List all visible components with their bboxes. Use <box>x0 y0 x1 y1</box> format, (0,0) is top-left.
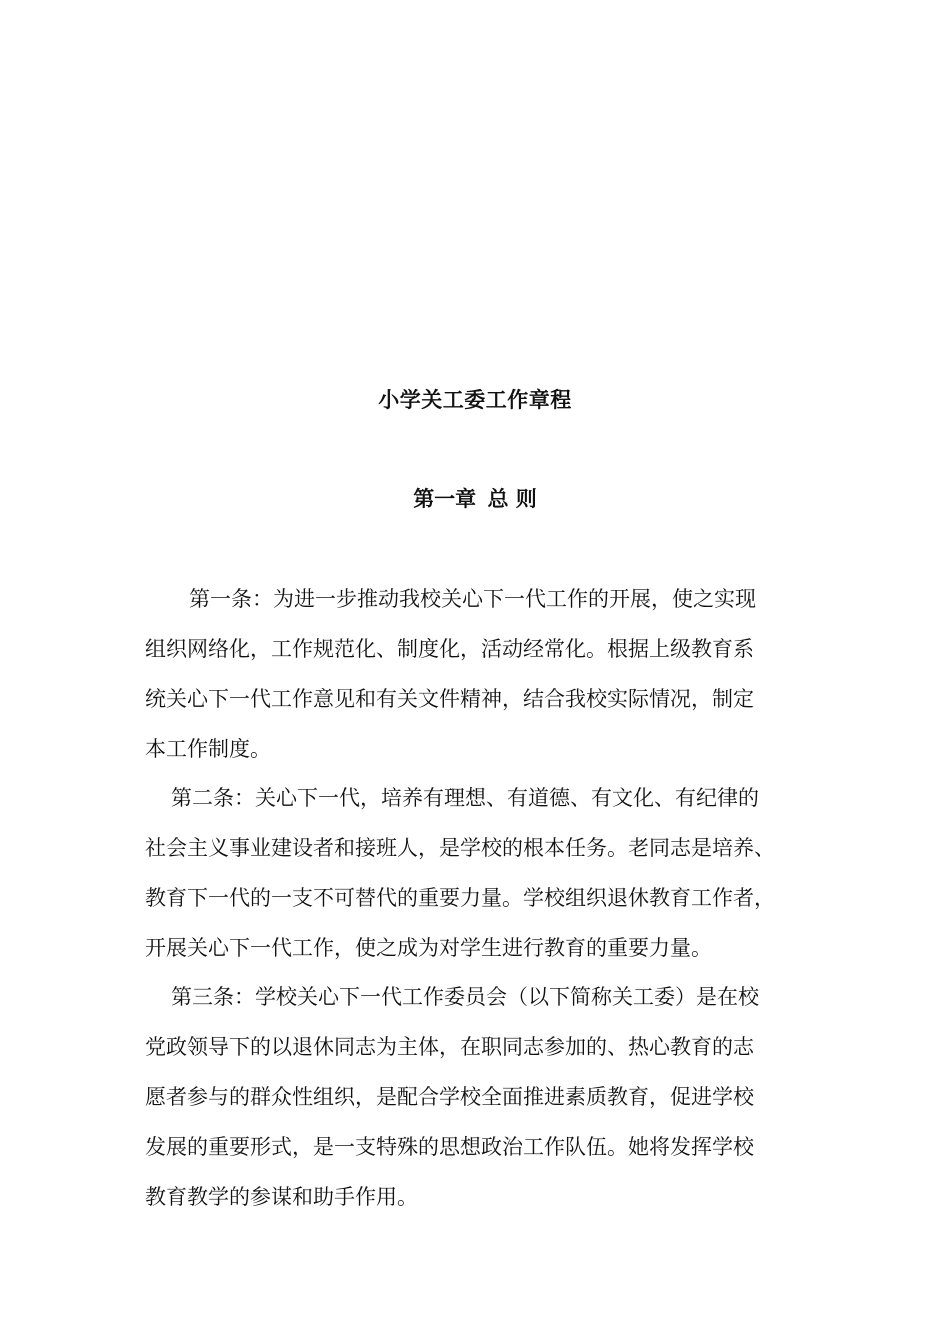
article-line: 开展关心下一代工作，使之成为对学生进行教育的重要力量。 <box>145 936 712 960</box>
article-1 <box>145 574 810 774</box>
document-title: 小学关工委工作章程 <box>378 388 572 412</box>
article-line: 第一条：为进一步推动我校关心下一代工作的开展，使之实现 <box>189 587 756 611</box>
article-line: 愿者参与的群众性组织，是配合学校全面推进素质教育，促进学校 <box>145 1085 754 1109</box>
article-line: 第二条：关心下一代，培养有理想、有道德、有文化、有纪律的 <box>171 786 759 810</box>
article-line: 组织网络化，工作规范化、制度化，活动经常化。根据上级教育系 <box>145 637 754 661</box>
article-line: 第三条：学校关心下一代工作委员会（以下简称关工委）是在校 <box>171 985 759 1009</box>
article-line: 统关心下一代工作意见和有关文件精神，结合我校实际情况，制定 <box>145 687 754 711</box>
article-3 <box>145 972 810 1222</box>
chapter-name: 总 则 <box>487 487 537 511</box>
article-line: 本工作制度。 <box>145 737 271 761</box>
article-line: 社会主义事业建设者和接班人，是学校的根本任务。老同志是培养、 <box>145 836 775 860</box>
article-line: 教育下一代的一支不可替代的重要力量。学校组织退休教育工作者， <box>145 886 775 910</box>
article-line: 党政领导下的以退休同志为主体，在职同志参加的、热心教育的志 <box>145 1035 754 1059</box>
article-line: 发展的重要形式，是一支特殊的思想政治工作队伍。她将发挥学校 <box>145 1135 754 1159</box>
chapter-number: 第一章 <box>413 487 477 511</box>
article-2 <box>145 773 810 973</box>
article-line: 教育教学的参谋和助手作用。 <box>145 1185 418 1209</box>
chapter-heading <box>0 485 950 513</box>
